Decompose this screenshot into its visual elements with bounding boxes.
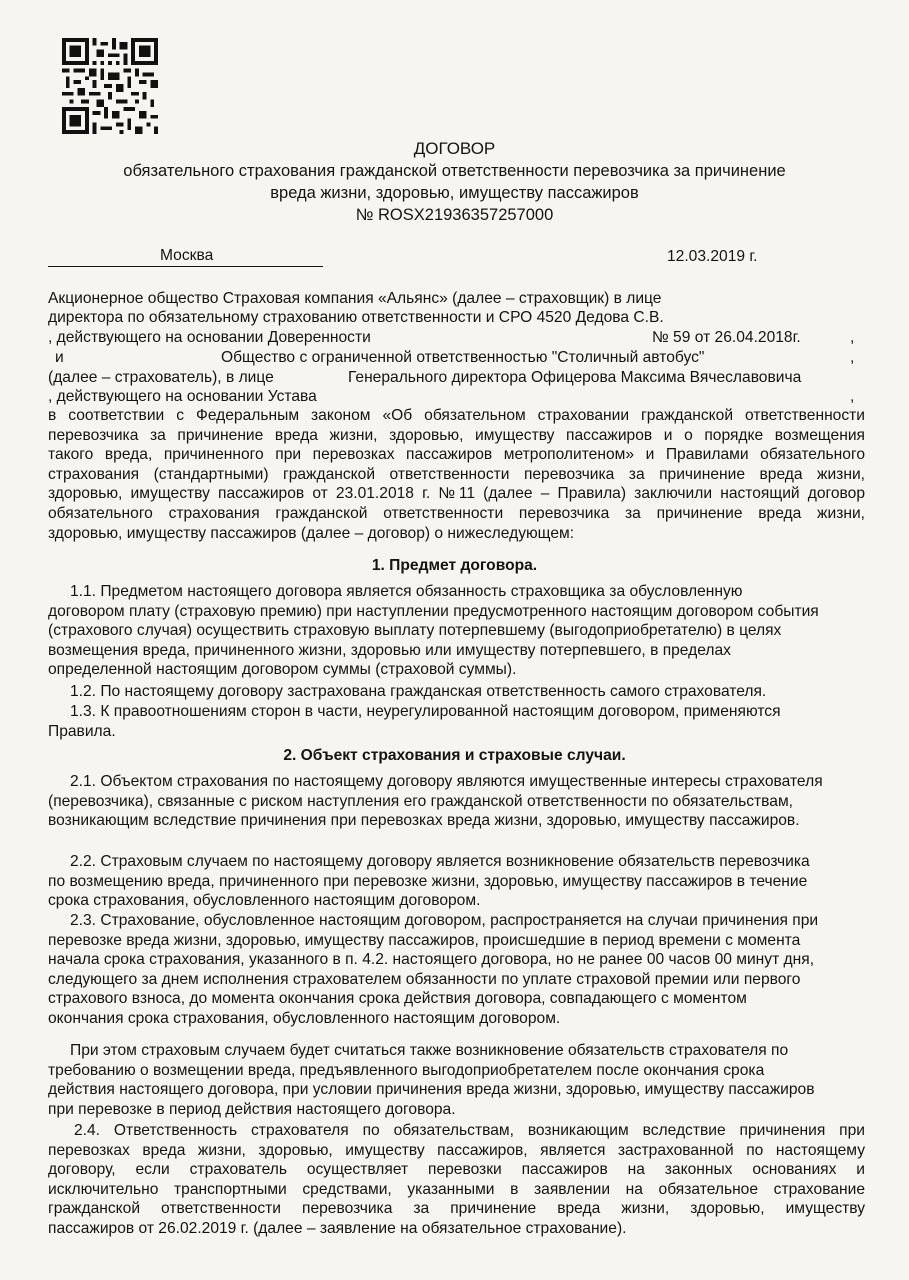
document-subtitle-line-2: вреда жизни, здоровью, имуществу пассажиров (270, 184, 639, 202)
clause-line: 1.1. Предметом настоящего договора является обязанность страховщика за обусловленную (70, 583, 743, 600)
clause-line: гражданской ответственности перевозчика за причинение вреда жизни, здоровью, имуществу (48, 1200, 865, 1218)
parties-body-line: обязательного страхования гражданской ответственности перевозчика за причинение вреда жизни, (48, 504, 865, 522)
clause-line: начала срока страхования, указанного в п. 4.2. настоящего договора, но не ранее 00 часов 00 минут дня, (48, 951, 815, 969)
clause-line: возмещения вреда, причиненного жизни, здоровью или имуществу потерпевшего, в пределах (48, 641, 731, 659)
clause-line: пассажиров от 26.02.2019 г. (далее – заявление на обязательное страхование). (48, 1219, 627, 1237)
clause-line: При этом страховым случаем будет считаться также возникновение обязательств страхователя по (70, 1042, 789, 1059)
parties-comma-2: , (850, 349, 855, 366)
clause-line: требованию о возмещении вреда, предъявленного выгодоприобретателем после окончания срока (48, 1061, 765, 1079)
city-field (48, 247, 323, 267)
clause-line: договору, если страхователь осуществляет перевозки пассажиров на законных основаниях и (48, 1161, 865, 1179)
clause-2-3 (48, 911, 868, 1029)
clause-line: срока страхования, обусловленного настоящим договором. (48, 892, 481, 910)
insured-representative: Генерального директора Офицерова Максима Вячеславовича (348, 369, 802, 386)
clause-line: страхового взноса, до момента окончания срока действия договора, совпадающего с моментом (48, 990, 747, 1008)
clause-1-2 (48, 682, 868, 702)
clause-line: исключительно транспортными средствами, указанными в заявлении на обязательное страхование (48, 1180, 865, 1198)
clause-2-1 (48, 772, 868, 831)
insured-organization: Общество с ограниченной ответственностью "Столичный автобус" (221, 349, 705, 366)
document-subtitle-line-1: обязательного страхования гражданской ответственности перевозчика за причинение (123, 162, 786, 180)
document-title: ДОГОВОР (413, 139, 496, 158)
parties-body-line: здоровью, имуществу пассажиров (далее – договор) о нижеследующем: (48, 524, 575, 542)
clause-line: (перевозчика), связанные с риском наступления его гражданской ответственности по обязательствам, (48, 792, 794, 810)
clause-2-3-continued (48, 1041, 868, 1119)
city-value: Москва (160, 247, 214, 264)
parties-and: и (55, 349, 64, 366)
parties-body (48, 406, 865, 543)
parties-line-6: , действующего на основании Устава (48, 388, 317, 405)
parties-body-line: здоровью, имуществу пассажиров от 23.01.2018 г. №11 (далее – Правила) заключили настоящий договор (48, 485, 865, 503)
clause-1-1 (48, 582, 868, 680)
clause-line: 2.3. Страхование, обусловленное настоящим договором, распространяется на случаи причинения при (70, 912, 819, 929)
clause-line: 2.1. Объектом страхования по настоящему договору являются имущественные интересы страхователя (70, 773, 823, 790)
clause-line: окончания срока страхования, обусловленного настоящим договором. (48, 1009, 561, 1027)
clause-line: договором плату (страховую премию) при наступлении предусмотренного настоящим договором события (48, 602, 819, 620)
clause-line: 1.3. К правоотношениям сторон в части, неурегулированной настоящим договором, применяются (70, 703, 781, 720)
parties-line-3-left: , действующего на основании Доверенности (48, 329, 371, 346)
parties-body-line: перевозчика за причинение вреда жизни, здоровью, имуществу пассажиров и о порядке возмещения (48, 426, 865, 444)
parties-power-of-attorney: № 59 от 26.04.2018г. (652, 329, 801, 346)
clause-line: следующего за днем исполнения страхователем обязанности по уплате страховой премии или первого (48, 970, 801, 988)
clause-line: перевозке вреда жизни, здоровью, имуществу пассажиров, происшедшие в период времени с момента (48, 931, 801, 949)
clause-line: 2.2. Страховым случаем по настоящему договору является возникновение обязательств перевозчика (70, 853, 810, 870)
parties-line-2: директора по обязательному страхованию ответственности и СРО 4520 Дедова С.В. (48, 309, 664, 326)
clause-line: Правила. (48, 722, 116, 740)
parties-comma-3: , (850, 388, 855, 405)
parties-comma-1: , (850, 329, 855, 346)
qr-code-icon (62, 38, 158, 134)
clause-line: действия настоящего договора, при условии причинения вреда жизни, здоровью, имуществу пассажиров (48, 1081, 815, 1099)
clause-line: при перевозке в период действия настоящего договора. (48, 1100, 456, 1118)
parties-line-1: Акционерное общество Страховая компания «Альянс» (далее – страховщик) в лице (48, 290, 662, 307)
clause-line: определенной настоящим договором суммы (страховой суммы). (48, 661, 517, 679)
clause-line: 2.4. Ответственность страхователя по обязательствам, возникающим вследствие причинения при (74, 1122, 865, 1139)
clause-line: по возмещению вреда, причиненного при перевозке жизни, здоровью, имуществу пассажиров в течение (48, 872, 808, 890)
parties-body-line: в соответствии с Федеральным законом «Об обязательном страховании гражданской ответственности (48, 407, 865, 424)
clause-line: возникающим вследствие причинения при перевозках вреда жизни, здоровью, имуществу пассажиров. (48, 812, 800, 830)
clause-line: 1.2. По настоящему договору застрахована гражданская ответственность самого страхователя. (70, 683, 767, 700)
parties-body-line: страхования (стандартными) гражданской ответственности перевозчика за причинение вреда жизни, (48, 465, 865, 483)
contract-date: 12.03.2019 г. (667, 248, 758, 265)
clause-line: (страхового случая) осуществить страховую выплату потерпевшему (выгодоприобретателю) в целях (48, 622, 782, 640)
document-number: № ROSX21936357257000 (355, 206, 554, 224)
clause-1-3 (48, 702, 868, 741)
clause-2-2 (48, 852, 868, 911)
clause-2-4 (48, 1121, 865, 1239)
parties-line-5-left: (далее – страхователь), в лице (48, 369, 274, 386)
section-1-heading: 1. Предмет договора. (371, 557, 538, 574)
section-2-heading: 2. Объект страхования и страховые случаи. (283, 747, 626, 764)
clause-line: перевозках вреда жизни, здоровью, имуществу пассажиров, является застрахованной по настоящему (48, 1141, 865, 1159)
parties-body-line: такого вреда, причиненного при перевозках пассажиров метрополитеном» и Правилами обязательного (48, 446, 865, 464)
